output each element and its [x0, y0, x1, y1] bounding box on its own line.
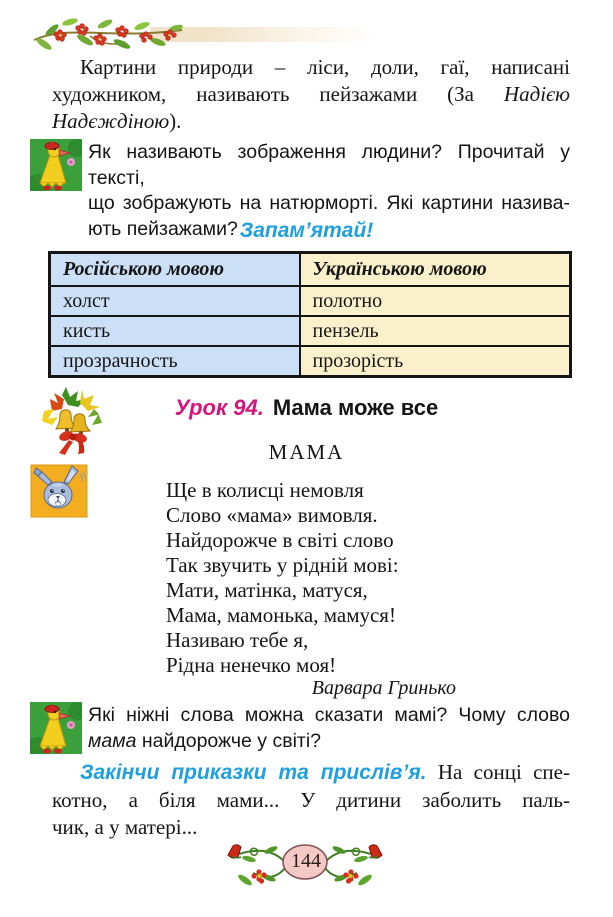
rowan-branch-ornament-icon [30, 10, 190, 56]
remember-heading: Запам’ятай! [239, 219, 374, 242]
lesson-number: Урок 94. [174, 395, 264, 420]
table-cell-russian: кисть [50, 316, 300, 346]
task-paragraph: Закінчи приказки та прислів’я. На сонці спе- котно, а біля мами... У дитини заболить паль- чик, а у матері... [52, 760, 570, 839]
poem-text: Ще в колисці немовля Слово «мама» вимовля. Найдорожче в світі слово Так звучить у рідній мові: Мати, матінка, матуся, Мама, мамонька, мамуся! Називаю тебе я, Рідна ненечко моя! [166, 478, 399, 677]
goose-character-icon [30, 702, 82, 754]
intro-paragraph: Картини природи – ліси, доли, гаї, написані художником, називають пейзажами (За Надією Надєждіною). [52, 55, 570, 133]
poem-title: МАМА [268, 440, 345, 464]
table-cell-ukrainian: полотно [300, 286, 571, 316]
poem-author: Варвара Гринько [311, 677, 456, 699]
table-header-row [50, 253, 571, 287]
goose-character-icon [30, 139, 82, 191]
translation-table [48, 251, 572, 378]
table-cell-ukrainian: прозорість [300, 346, 571, 377]
table-cell-russian: холст [50, 286, 300, 316]
page-number: 144 [291, 850, 321, 872]
table-row [50, 316, 571, 346]
translation-table-wrap [48, 251, 572, 378]
rabbit-icon [30, 464, 88, 520]
table-header-russian: Російською мовою [50, 253, 300, 287]
question-2-text: Які ніжні слова можна сказати мамі? Чому слово мама найдорожче у світі? [88, 704, 570, 752]
table-row [50, 286, 571, 316]
table-header-ukrainian: Українською мовою [300, 253, 571, 287]
lesson-heading [0, 395, 613, 421]
table-row [50, 346, 571, 377]
question-1-text: Як називають зображення людини? Прочитай у тексті, що зображують на натюрморті. Які картини назива- ють пейзажами? [88, 141, 570, 240]
lesson-title: Мама може все [272, 395, 439, 420]
table-cell-ukrainian: пензель [300, 316, 571, 346]
table-cell-russian: прозрачность [50, 346, 300, 377]
